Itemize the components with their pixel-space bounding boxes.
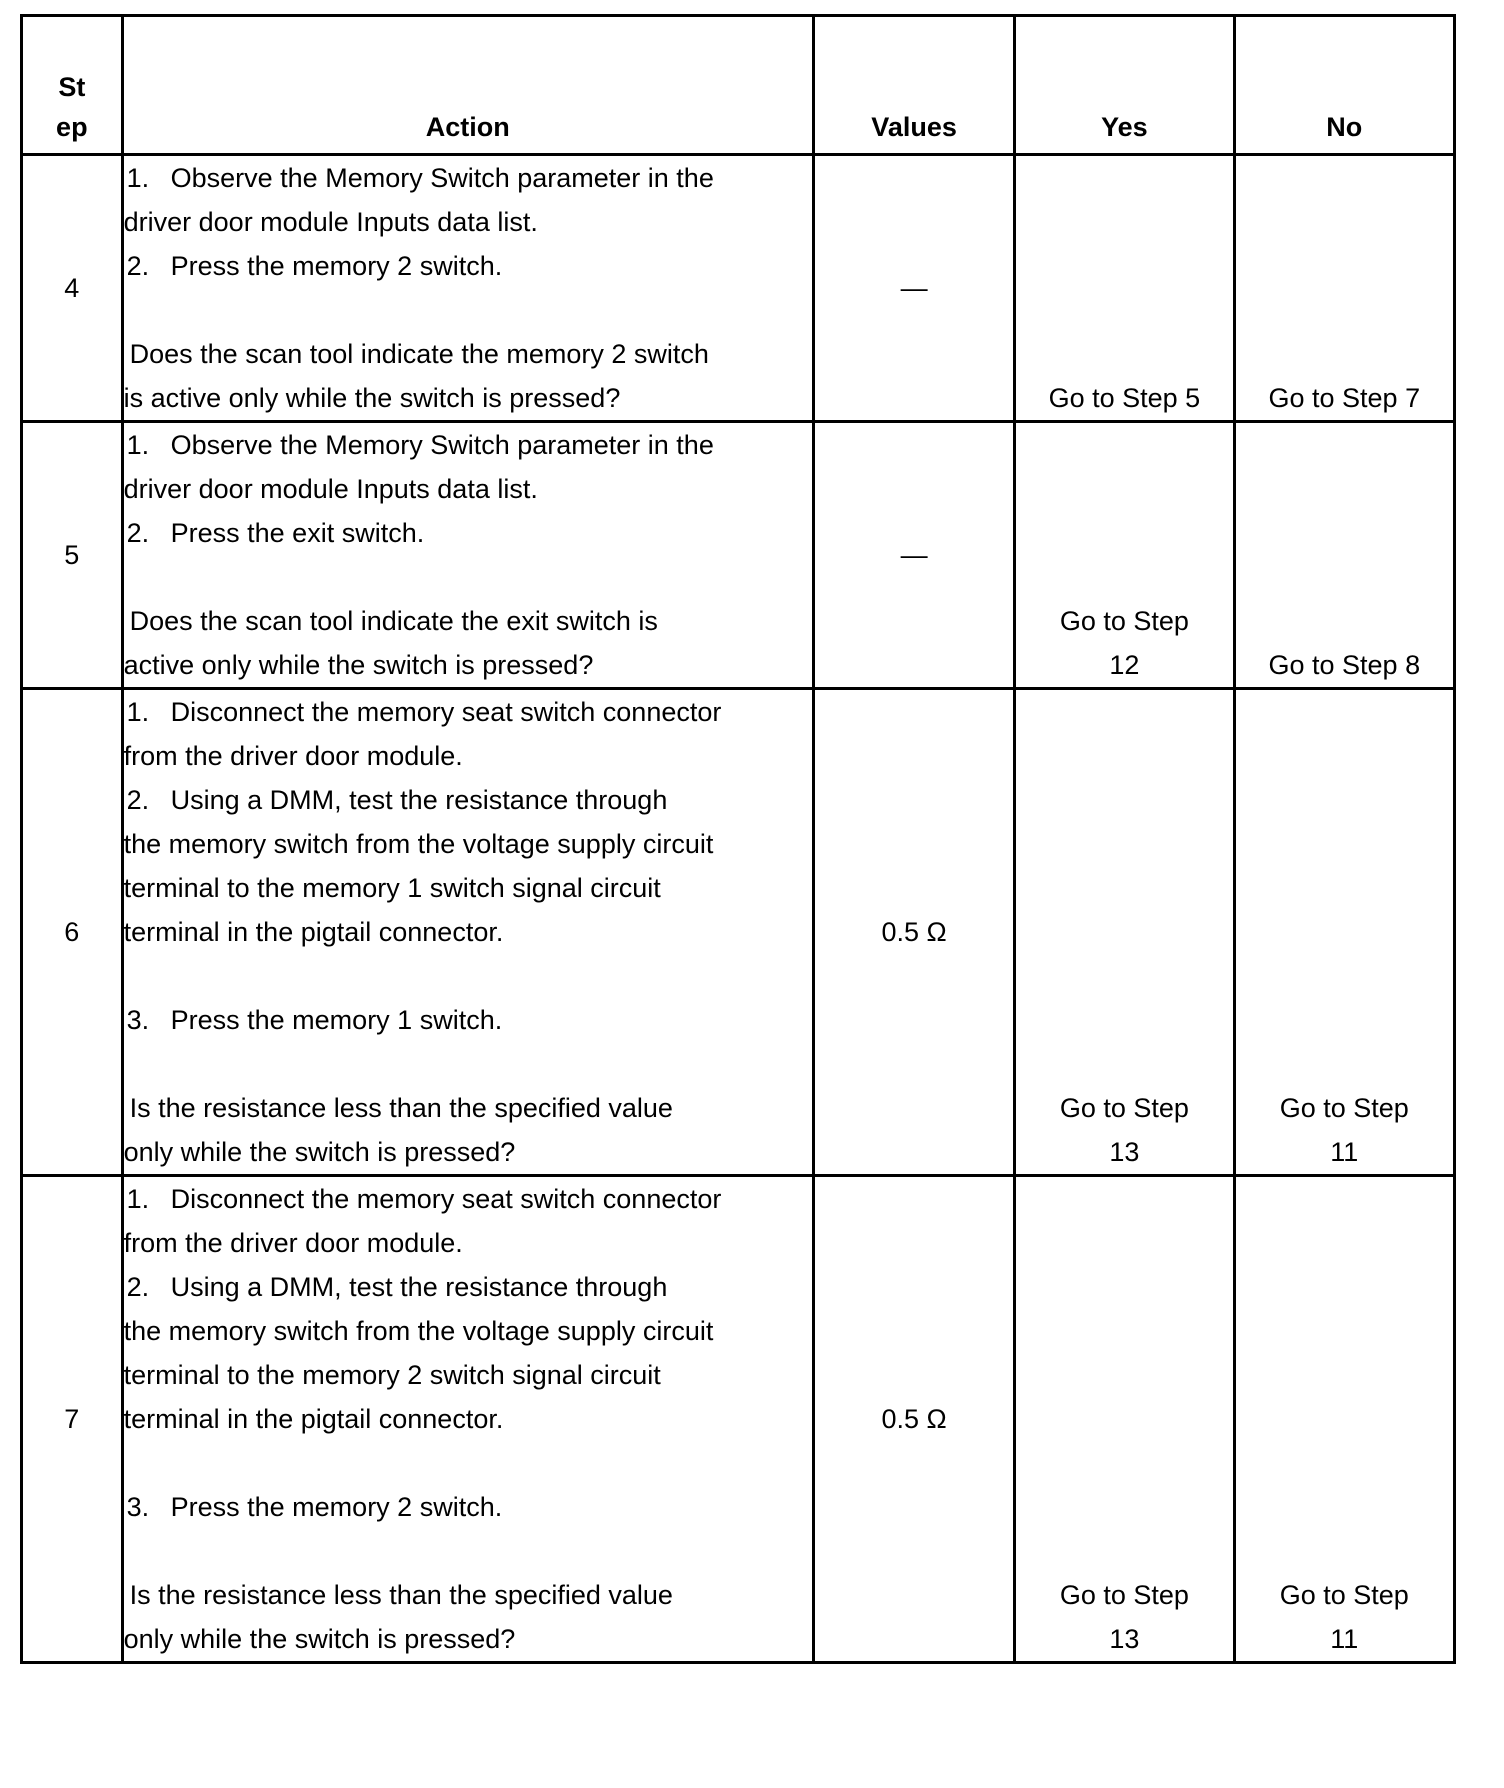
no-goto: Go to Step 8 xyxy=(1268,650,1421,680)
question-line: Does the scan tool indicate the exit switch is xyxy=(129,606,658,636)
action-line xyxy=(124,1265,812,1309)
no-goto: Go to Step 11 xyxy=(1279,1093,1409,1167)
question-line: only while the switch is pressed? xyxy=(123,1624,516,1654)
item-number: 2. xyxy=(126,251,150,281)
item-text: Observe the Memory Switch parameter in the xyxy=(170,163,714,193)
action-line xyxy=(124,156,812,200)
table-row xyxy=(22,689,1455,1176)
item-text: Press the memory 2 switch. xyxy=(170,251,503,281)
action-line xyxy=(124,1177,812,1221)
item-number: 3. xyxy=(126,1492,150,1522)
action-line xyxy=(124,1485,812,1529)
yes-goto: Go to Step 12 xyxy=(1059,606,1189,680)
diagnostic-table xyxy=(20,14,1456,1664)
header-row xyxy=(22,16,1455,155)
header-no: No xyxy=(1234,16,1454,155)
step-number: 5 xyxy=(22,422,123,689)
no-goto: Go to Step 11 xyxy=(1279,1580,1409,1654)
no-cell xyxy=(1234,155,1454,422)
action-line xyxy=(124,511,812,555)
no-cell xyxy=(1234,689,1454,1176)
item-text: Using a DMM, test the resistance through xyxy=(170,1272,668,1302)
item-number: 1. xyxy=(126,163,150,193)
table-row xyxy=(22,422,1455,689)
item-text: Press the exit switch. xyxy=(170,518,425,548)
action-line xyxy=(124,690,812,734)
value-text: 0.5 Ω xyxy=(881,916,947,947)
question-line: Is the resistance less than the specified value xyxy=(129,1093,673,1123)
item-number: 1. xyxy=(126,430,150,460)
values-cell xyxy=(813,1176,1014,1663)
header-step: St ep xyxy=(22,16,123,155)
values-cell xyxy=(813,689,1014,1176)
step-number: 7 xyxy=(22,1176,123,1663)
yes-cell xyxy=(1015,155,1234,422)
value-text: 0.5 Ω xyxy=(881,1403,947,1434)
item-number: 2. xyxy=(126,785,150,815)
item-number: 2. xyxy=(126,518,150,548)
action-line: terminal in the pigtail connector. xyxy=(123,1404,504,1434)
question-line: Does the scan tool indicate the memory 2 switch xyxy=(129,339,709,369)
question-line: only while the switch is pressed? xyxy=(123,1137,516,1167)
action-line xyxy=(124,423,812,467)
action-line xyxy=(124,244,812,288)
item-number: 3. xyxy=(126,1005,150,1035)
question-line: Is the resistance less than the specified value xyxy=(129,1580,673,1610)
table-row xyxy=(22,1176,1455,1663)
action-line xyxy=(124,998,812,1042)
action-cell xyxy=(122,1176,813,1663)
item-text: Using a DMM, test the resistance through xyxy=(170,785,668,815)
question-line: is active only while the switch is pressed? xyxy=(123,383,621,413)
yes-goto: Go to Step 5 xyxy=(1048,383,1201,413)
action-line xyxy=(124,778,812,822)
header-action: Action xyxy=(122,16,813,155)
action-line: terminal to the memory 2 switch signal circuit xyxy=(123,1360,661,1390)
step-number: 6 xyxy=(22,689,123,1176)
item-number: 2. xyxy=(126,1272,150,1302)
item-text: Observe the Memory Switch parameter in the xyxy=(170,430,714,460)
value-text: — xyxy=(900,272,928,303)
header-yes: Yes xyxy=(1015,16,1234,155)
action-line: the memory switch from the voltage supply circuit xyxy=(123,1316,714,1346)
action-cell xyxy=(122,155,813,422)
item-text: Press the memory 2 switch. xyxy=(170,1492,503,1522)
item-text: Disconnect the memory seat switch connector xyxy=(170,1184,722,1214)
values-cell xyxy=(813,422,1014,689)
action-cell xyxy=(122,689,813,1176)
item-text: Disconnect the memory seat switch connector xyxy=(170,697,722,727)
header-values: Values xyxy=(813,16,1014,155)
yes-cell xyxy=(1015,422,1234,689)
action-line: driver door module Inputs data list. xyxy=(123,207,538,237)
action-line: terminal in the pigtail connector. xyxy=(123,917,504,947)
values-cell xyxy=(813,155,1014,422)
no-cell xyxy=(1234,1176,1454,1663)
action-line: the memory switch from the voltage supply circuit xyxy=(123,829,714,859)
item-text: Press the memory 1 switch. xyxy=(170,1005,503,1035)
action-cell xyxy=(122,422,813,689)
yes-cell xyxy=(1015,1176,1234,1663)
action-line: terminal to the memory 1 switch signal circuit xyxy=(123,873,661,903)
step-number: 4 xyxy=(22,155,123,422)
table-row xyxy=(22,155,1455,422)
item-number: 1. xyxy=(126,697,150,727)
no-goto: Go to Step 7 xyxy=(1268,383,1421,413)
action-line: from the driver door module. xyxy=(123,1228,463,1258)
yes-goto: Go to Step 13 xyxy=(1059,1093,1189,1167)
action-line: driver door module Inputs data list. xyxy=(123,474,538,504)
question-line: active only while the switch is pressed? xyxy=(123,650,594,680)
yes-cell xyxy=(1015,689,1234,1176)
value-text: — xyxy=(900,539,928,570)
no-cell xyxy=(1234,422,1454,689)
action-line: from the driver door module. xyxy=(123,741,463,771)
item-number: 1. xyxy=(126,1184,150,1214)
yes-goto: Go to Step 13 xyxy=(1059,1580,1189,1654)
